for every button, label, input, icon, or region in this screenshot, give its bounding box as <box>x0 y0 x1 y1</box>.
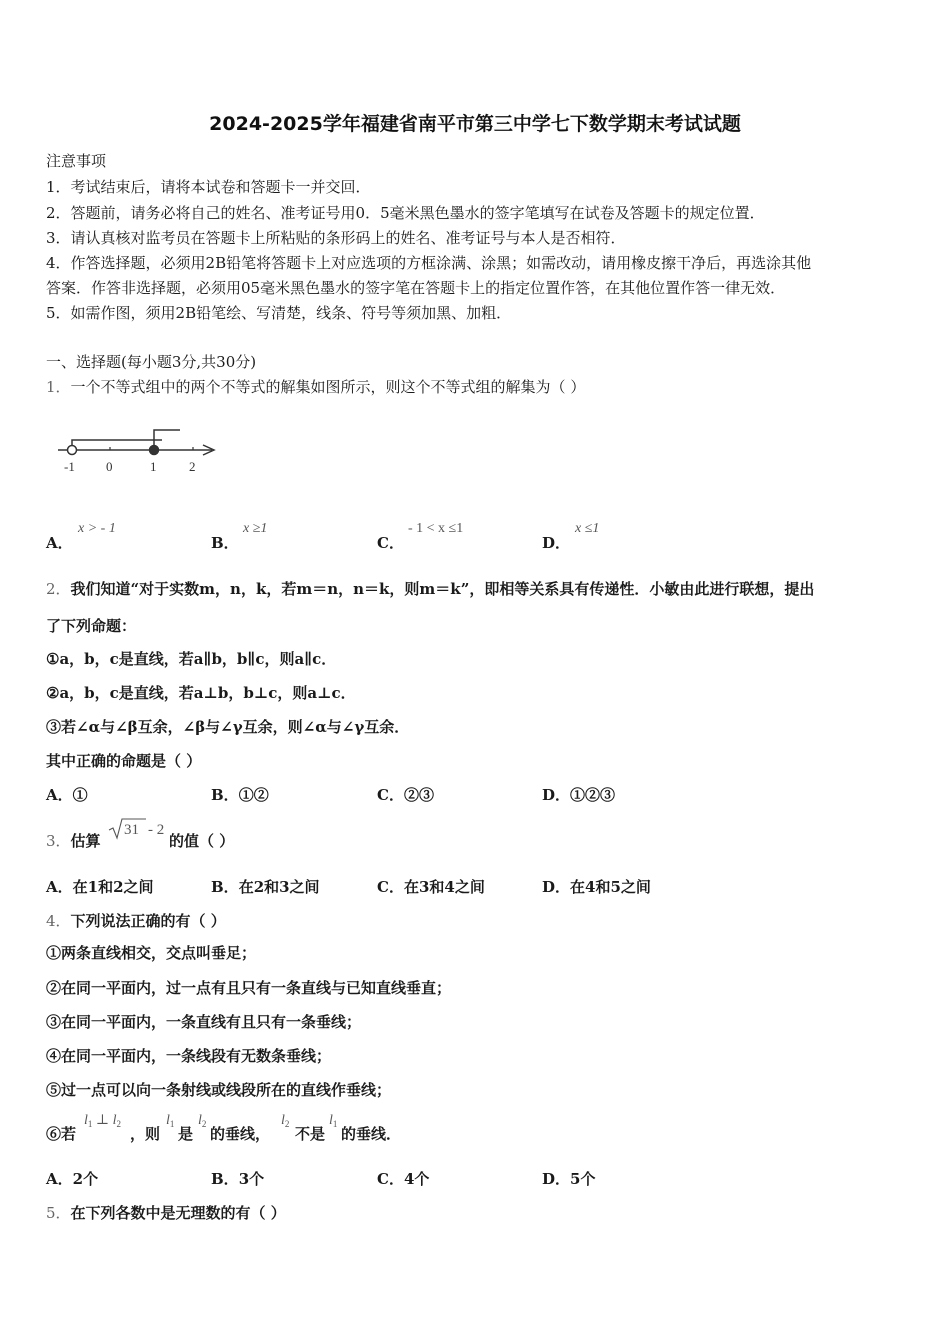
option-label: D． <box>542 786 571 804</box>
math-l: l <box>166 1113 170 1128</box>
question-2 <box>46 580 814 598</box>
notice-heading: 注意事项 <box>46 152 107 170</box>
page-title: 2024-2025学年福建省南平市第三中学七下数学期末考试试题 <box>209 113 741 135</box>
question-4 <box>46 912 226 930</box>
notice-item-2: 2．答题前，请务必将自己的姓名、准考证号用0．5毫米黑色墨水的签字笔填写在试卷及答题卡的规定位置． <box>46 204 765 222</box>
q4-statement-4: ④在同一平面内，一条线段有无数条垂线； <box>46 1047 332 1065</box>
option-label: C． <box>377 1170 404 1188</box>
question-number: 2． <box>46 580 71 598</box>
option-label: C． <box>377 786 404 804</box>
q4-statement-6-then: ，则 <box>130 1125 161 1143</box>
q3-option-a <box>46 878 154 896</box>
q2-proposition-2: ②a，b，c是直线，若a⊥b，b⊥c，则a⊥c． <box>46 684 356 702</box>
option-label: D． <box>542 1170 571 1188</box>
question-text: 下列说法正确的有（ ） <box>70 912 226 930</box>
question-text: 我们知道“对于实数m，n，k，若m＝n，n＝k，则m＝k”，即相等关系具有传递性．小敏由此进行联想，提出 <box>70 580 815 598</box>
q4-statement-6-not: 不是 <box>295 1125 326 1143</box>
q4-statement-6-perp-of: 的垂线， <box>210 1125 271 1143</box>
section-heading: 一、选择题(每小题3分,共30分) <box>46 353 257 371</box>
option-label: A． <box>46 786 73 804</box>
math-l1 <box>329 1113 337 1130</box>
option-value: 3个 <box>238 1170 265 1188</box>
q4-option-c <box>377 1170 429 1188</box>
radicand: 31 <box>124 822 139 838</box>
q1-option-c-label: C． <box>377 534 404 552</box>
question-3 <box>46 832 101 850</box>
math-l1-perp-l2 <box>84 1113 121 1130</box>
q4-statement-6-pre: ⑥若 <box>46 1125 77 1143</box>
option-label: B． <box>211 878 239 896</box>
number-line-figure <box>50 420 225 480</box>
q1-option-c-value: - 1 < x ≤1 <box>408 521 464 536</box>
question-1 <box>46 378 585 396</box>
math-l2 <box>198 1113 206 1130</box>
option-value: 2个 <box>72 1170 99 1188</box>
q2-option-c <box>377 786 434 804</box>
q2-ask: 其中正确的命题是（ ） <box>46 752 202 770</box>
q3-option-b <box>211 878 320 896</box>
q2-option-b <box>211 786 269 804</box>
math-sub: 1 <box>169 1119 175 1129</box>
q2-option-d <box>542 786 615 804</box>
q2-proposition-3: ③若∠α与∠β互余，∠β与∠γ互余，则∠α与∠γ互余． <box>46 718 410 736</box>
question-text: 一个不等式组中的两个不等式的解集如图所示，则这个不等式组的解集为（ ） <box>70 378 586 396</box>
bracket-greater-than-minus-1 <box>72 440 162 450</box>
notice-item-4: 4．作答选择题，必须用2B铅笔将答题卡上对应选项的方框涂满、涂黑；如需改动，请用橡皮擦干净后，再选涂其他 <box>46 254 812 272</box>
option-value: 在1和2之间 <box>72 878 154 896</box>
option-value: 5个 <box>570 1170 596 1188</box>
axis-label: 2 <box>189 459 196 474</box>
q4-option-d <box>542 1170 595 1188</box>
q1-option-d-value: x ≤1 <box>575 521 600 536</box>
math-l: l <box>329 1113 333 1128</box>
math-l: l <box>281 1113 285 1128</box>
q2-proposition-1: ①a，b，c是直线，若a∥b，b∥c，则a∥c． <box>46 650 337 668</box>
option-value: ① <box>72 786 88 804</box>
notice-item-4-cont: 答案．作答非选择题，必须用05毫米黑色墨水的签字笔在答题卡上的指定位置作答，在其他位置作答一律无效． <box>46 279 786 297</box>
minus-term: - 2 <box>148 822 165 838</box>
math-sub: 1 <box>87 1119 93 1129</box>
option-label: A． <box>46 878 73 896</box>
q4-statement-6-is: 是 <box>178 1125 194 1143</box>
math-l1 <box>166 1113 174 1130</box>
option-value: 在3和4之间 <box>403 878 485 896</box>
question-number: 5． <box>46 1204 71 1222</box>
option-value: 4个 <box>403 1170 430 1188</box>
question-number: 3． <box>46 832 71 850</box>
perp-symbol: ⊥ <box>95 1113 110 1128</box>
question-text: 在下列各数中是无理数的有（ ） <box>70 1204 286 1222</box>
option-label: D． <box>542 878 571 896</box>
q2-line-2: 了下列命题： <box>46 617 137 635</box>
q4-statement-6-end: 的垂线． <box>341 1125 402 1143</box>
math-l: l <box>112 1113 117 1128</box>
option-value: 在2和3之间 <box>238 878 320 896</box>
q4-option-b <box>211 1170 264 1188</box>
math-l: l <box>84 1113 88 1128</box>
q4-statement-1: ①两条直线相交，交点叫垂足； <box>46 944 257 962</box>
question-text-pre: 估算 <box>70 832 101 850</box>
option-value: ①②③ <box>570 786 616 804</box>
notice-item-5: 5．如需作图，须用2B铅笔绘、写清楚，线条、符号等须加黑、加粗． <box>46 304 512 322</box>
q1-option-b-value: x ≥1 <box>243 521 268 536</box>
notice-item-1: 1．考试结束后，请将本试卷和答题卡一并交回． <box>46 178 371 196</box>
q3-text-post: 的值（ ） <box>169 832 235 850</box>
question-number: 1． <box>46 378 71 396</box>
option-label: B． <box>211 786 239 804</box>
option-label: B． <box>211 1170 239 1188</box>
q4-statement-3: ③在同一平面内，一条直线有且只有一条垂线； <box>46 1013 362 1031</box>
option-value: 在4和5之间 <box>570 878 651 896</box>
math-sub: 2 <box>201 1119 207 1129</box>
q4-statement-2: ②在同一平面内，过一点有且只有一条直线与已知直线垂直； <box>46 979 452 997</box>
math-sub: 2 <box>116 1119 121 1129</box>
sqrt-expression <box>107 816 169 842</box>
axis-label: 0 <box>106 459 113 474</box>
math-sub: 1 <box>332 1119 338 1129</box>
q1-option-a-value: x > - 1 <box>78 521 116 536</box>
option-value: ①② <box>238 786 269 804</box>
q4-option-a <box>46 1170 98 1188</box>
notice-item-3: 3．请认真核对监考员在答题卡上所粘贴的条形码上的姓名、准考证号与本人是否相符． <box>46 229 626 247</box>
q1-option-a-label: A． <box>46 534 73 552</box>
q2-option-a <box>46 786 88 804</box>
question-number: 4． <box>46 912 71 930</box>
axis-label: 1 <box>150 459 157 474</box>
option-value: ②③ <box>403 786 434 804</box>
open-point-minus-1 <box>68 446 77 455</box>
q3-option-d <box>542 878 651 896</box>
question-5 <box>46 1204 286 1222</box>
closed-point-1 <box>150 446 159 455</box>
axis-label: -1 <box>64 459 75 474</box>
q4-statement-5: ⑤过一点可以向一条射线或线段所在的直线作垂线； <box>46 1081 392 1099</box>
option-label: C． <box>377 878 404 896</box>
q1-option-d-label: D． <box>542 534 571 552</box>
math-l: l <box>198 1113 202 1128</box>
math-l2 <box>281 1113 289 1130</box>
math-sub: 2 <box>284 1119 290 1129</box>
q1-option-b-label: B． <box>211 534 239 552</box>
option-label: A． <box>46 1170 73 1188</box>
q3-option-c <box>377 878 485 896</box>
